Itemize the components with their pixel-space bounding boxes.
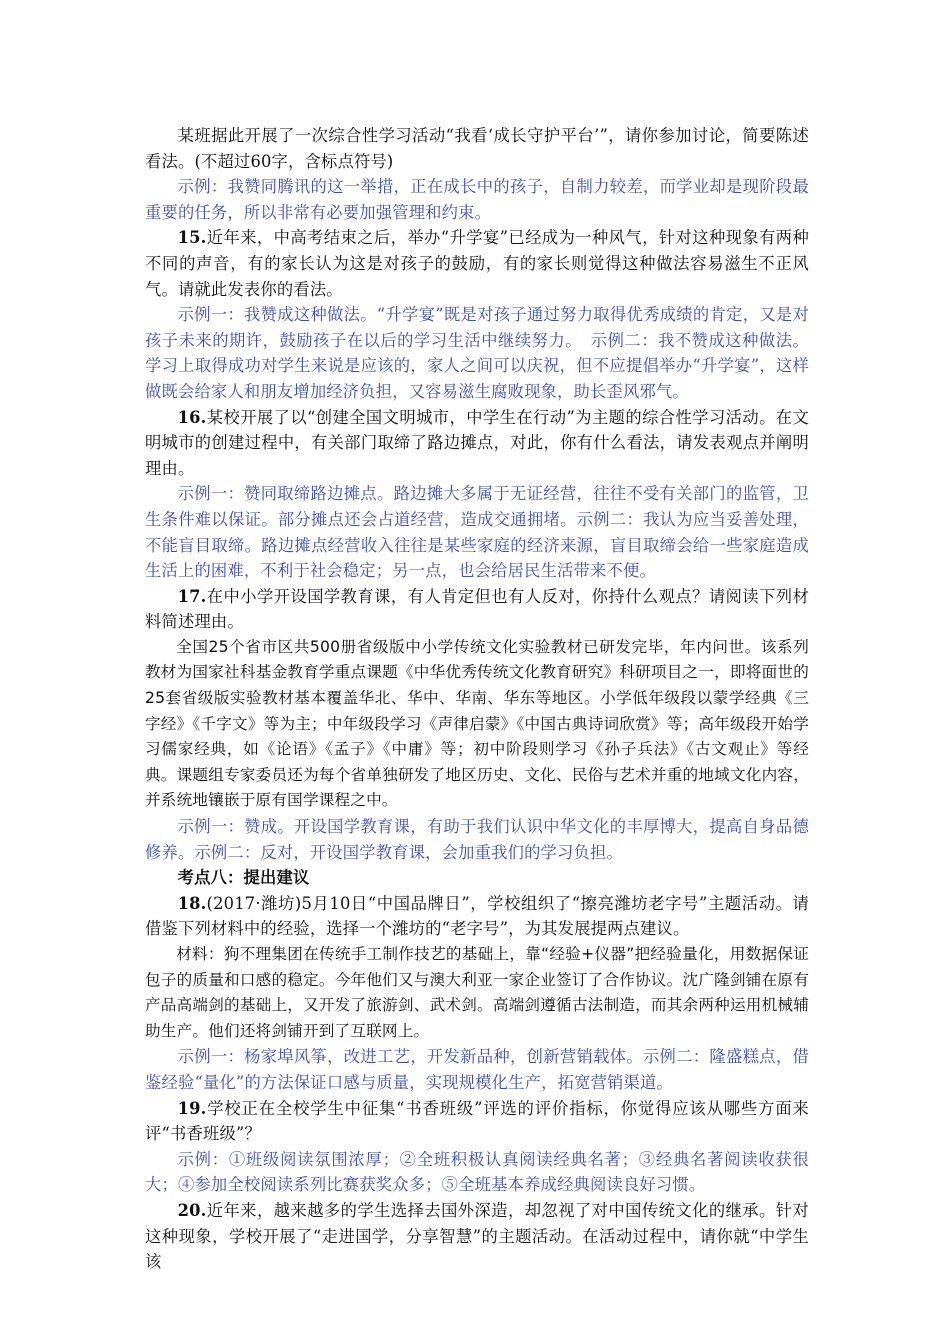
question-14-continuation: 某班据此开展了一次综合性学习活动“我看‘成长守护平台’”，请你参加讨论，简要陈述看法。(不超过60字，含标点符号) (145, 126, 809, 171)
question-20: 20.近年来，越来越多的学生选择去国外深造，却忽视了对中国传统文化的继承。针对这种现象，学校开展了“走进国学，分享智慧”的主题活动。在活动过程中，请你就“中学生该 (145, 1200, 809, 1272)
question-18: 18.(2017·潍坊)5月10日“中国品牌日”，学校组织了“擦亮潍坊老字号”主题活动。请借鉴下列材料中的经验，选择一个潍坊的“老字号”，为其发展提两点建议。 (145, 893, 809, 939)
question-number: 18. (177, 893, 207, 913)
answer-18: 示例一：杨家埠风筝，改进工艺，开发新品种，创新营销载体。示例二：隆盛糕点，借鉴经验“量化”的方法保证口感与质量，实现规模化生产，拓宽营销渠道。 (145, 1047, 809, 1092)
answer-16: 示例一：赞同取缔路边摊点。路边摊大多属于无证经营，往往不受有关部门的监管，卫生条件难以保证。部分摊点还会占道经营，造成交通拥堵。示例二：我认为应当妥善处理，不能盲目取缔。路边摊点经营收入往往是某些家庭的经济来源，盲目取缔会给一些家庭造成生活上的困难，不利于社会稳定；另一点，也会给居民生活带来不便。 (145, 484, 809, 581)
answer-14: 示例：我赞同腾讯的这一举措，正在成长中的孩子，自制力较差，而学业却是现阶段最重要的任务，所以非常有必要加强管理和约束。 (145, 177, 809, 222)
question-17: 17.在中小学开设国学教育课，有人肯定但也有人反对，你持什么观点？请阅读下列材料简述理由。 (145, 586, 809, 632)
question-number: 16. (177, 407, 207, 427)
question-19: 19.学校正在全校学生中征集“书香班级”评选的评价指标，你觉得应该从哪些方面来评“书香班级”？ (145, 1098, 809, 1144)
answer-19: 示例：①班级阅读氛围浓厚；②全班积极认真阅读经典名著；③经典名著阅读收获很大；④参加全校阅读系列比赛获奖众多；⑤全班基本养成经典阅读良好习惯。 (145, 1149, 809, 1195)
question-number: 20. (177, 1200, 207, 1220)
answer-15: 示例一：我赞成这种做法。“升学宴”既是对孩子通过努力取得优秀成绩的肯定，又是对孩子未来的期许，鼓励孩子在以后的学习生活中继续努力。 示例二：我不赞成这种做法。学习上取得成功对学生来说是应该的，家人之间可以庆祝，但不应提倡举办“升学宴”，这样做既会给家人和朋友增加经济负担，又容易滋生腐败现象，助长歪风邪气。 (145, 305, 809, 401)
answer-17: 示例一：赞成。开设国学教育课，有助于我们认识中华文化的丰厚博大，提高自身品德修养。示例二：反对，开设国学教育课，会加重我们的学习负担。 (145, 817, 809, 862)
question-number: 17. (177, 586, 207, 606)
section-heading: 考点八：提出建议 (177, 868, 310, 888)
question-16: 16.某校开展了以“创建全国文明城市，中学生在行动”为主题的综合性学习活动。在文明城市的创建过程中，有关部门取缔了路边摊点，对此，你有什么看法，请发表观点并阐明理由。 (145, 407, 809, 478)
question-15: 15.近年来，中高考结束之后，举办“升学宴”已经成为一种风气，针对这种现象有两种不同的声音，有的家长认为这是对孩子的鼓励，有的家长则觉得这种做法容易滋生不正风气。请就此发表你的看法。 (145, 228, 809, 299)
question-number: 15. (177, 228, 207, 248)
material-17: 全国25个省市区共500册省级版中小学传统文化实验教材已研发完毕，年内问世。该系列教材为国家社科基金教育学重点课题《中华优秀传统文化教育研究》科研项目之一，即将面世的25套省级版实验教材基本覆盖华北、华中、华南、华东等地区。小学低年级段以蒙学经典《三字经》《千字文》等为主；中年级段学习《声律启蒙》《中国古典诗词欣赏》等；高年级段开始学习儒家经典，如《论语》《孟子》《中庸》等；初中阶段则学习《孙子兵法》《古文观止》等经典。课题组专家委员还为每个省单独研发了地区历史、文化、民俗与艺术并重的地域文化内容，并系统地镶嵌于原有国学课程之中。 (145, 637, 809, 810)
question-number: 19. (177, 1098, 207, 1118)
material-18: 材料：狗不理集团在传统手工制作技艺的基础上，靠“经验+仪器”把经验量化，用数据保证包子的质量和口感的稳定。今年他们又与澳大利亚一家企业签订了合作协议。沈广隆剑铺在原有产品高端剑的基础上，又开发了旅游剑、武术剑。高端剑遵循古法制造，而其余两种运用机械辅助生产。他们还将剑铺开到了互联网上。 (145, 945, 809, 1040)
document-page (145, 123, 809, 1275)
